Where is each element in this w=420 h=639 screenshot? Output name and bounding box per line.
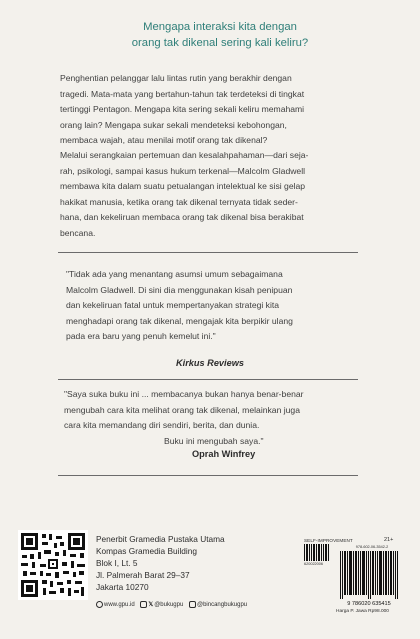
quote-source-2: Oprah Winfrey (192, 449, 256, 459)
inventory-barcode (304, 544, 329, 561)
publisher-name: Penerbit Gramedia Pustaka Utama (96, 534, 225, 544)
synopsis-paragraph-2 (60, 148, 380, 242)
quote-line: "Tidak ada yang menantang asumsi umum sebagaimana (66, 269, 283, 279)
text-line: bencana. (60, 227, 96, 238)
divider-line (58, 252, 358, 253)
divider-line (58, 379, 358, 380)
barcode-number: 9 786020 635415 (347, 601, 391, 607)
quote-line: menghadapi orang tak dikenal, mengajak kita berpikir ulang (66, 315, 293, 326)
globe-icon (96, 601, 103, 608)
address-line: Jl. Palmerah Barat 29–37 (96, 570, 190, 580)
headline-line: Mengapa interaksi kita dengan (143, 21, 297, 33)
genre-label: SELF-IMPROVEMENT (304, 538, 353, 543)
headline-line: orang tak dikenal sering kali keliru? (131, 37, 309, 49)
text-line: hakikat manusia, ketika orang tak dikenal ternyata tidak seder- (60, 196, 298, 207)
text-line: Penghentian pelanggar lalu lintas rutin yang berakhir dengan (60, 73, 292, 83)
text-line: orang lain? Mengapa sukar sekali mendeteksi kebohongan, (60, 119, 287, 130)
qr-code-graphic (18, 530, 88, 600)
text-line: rah, psikologi, sampai kasus hukum terkenal—Malcolm Gladwell (60, 165, 306, 176)
social-handle[interactable]: @bukugpu (154, 602, 184, 609)
text-line: membaca wajah, atau menilai motif orang tak dikenal? (60, 135, 268, 146)
x-icon: 𝕏 (148, 602, 154, 609)
publisher-address (96, 533, 225, 593)
instagram-icon (140, 601, 147, 608)
quote-line: pada era baru yang penuh kemelut ini." (66, 331, 216, 342)
website-link[interactable]: www.gpu.id (104, 602, 135, 609)
quote-source-1: Kirkus Reviews (176, 358, 244, 368)
youtube-icon (189, 601, 196, 608)
divider-line (58, 475, 358, 476)
text-line: hana, dan kekeliruan membaca orang tak dikenal bisa berakibat (60, 212, 304, 223)
youtube-handle[interactable]: @bincangbukugpu (197, 602, 248, 609)
review-quote-2 (64, 387, 364, 449)
quote-line: Buku ini mengubah saya." (164, 435, 264, 446)
text-line: tertinggi Pentagon. Mengapa kita sering sekali keliru memahami (60, 104, 305, 115)
quote-line: cara kita memandang diri sendiri, berita, dan dunia. (64, 420, 260, 431)
address-line: Kompas Gramedia Building (96, 546, 197, 556)
social-links (96, 601, 247, 608)
quote-line: dan kekeliruan fatal untuk mempertanyakan strategi kita (66, 300, 280, 311)
synopsis-paragraph-1 (60, 71, 380, 149)
inventory-code: 620022006 (304, 562, 324, 566)
qr-code (18, 530, 88, 600)
quote-line: Malcolm Gladwell. Di sini dia menggunakan kisah penipuan (66, 284, 293, 295)
age-rating: 21+ (384, 537, 394, 543)
address-line: Blok I, Lt. 5 (96, 558, 138, 568)
isbn-barcode (336, 549, 402, 607)
address-line: Jakarta 10270 (96, 582, 149, 592)
isbn: 978-602-06-3542-2 (355, 545, 389, 549)
back-cover-headline (70, 19, 370, 51)
quote-line: mengubah cara kita melihat orang tak dikenal, melainkan juga (64, 404, 300, 415)
price-label: Harga P. Jawa Rp98.000 (336, 609, 389, 614)
text-line: tragedi. Mata-mata yang bertahun-tahun tak terdeteksi di tingkat (60, 88, 305, 99)
review-quote-1 (66, 267, 366, 345)
quote-line: "Saya suka buku ini ... membacanya bukan hanya benar-benar (64, 389, 304, 399)
text-line: membawa kita dalam suatu petualangan intelektual ke sisi gelap (60, 181, 306, 192)
text-line: Melalui serangkaian pertemuan dan kesalahpahaman—dari seja- (60, 150, 309, 160)
